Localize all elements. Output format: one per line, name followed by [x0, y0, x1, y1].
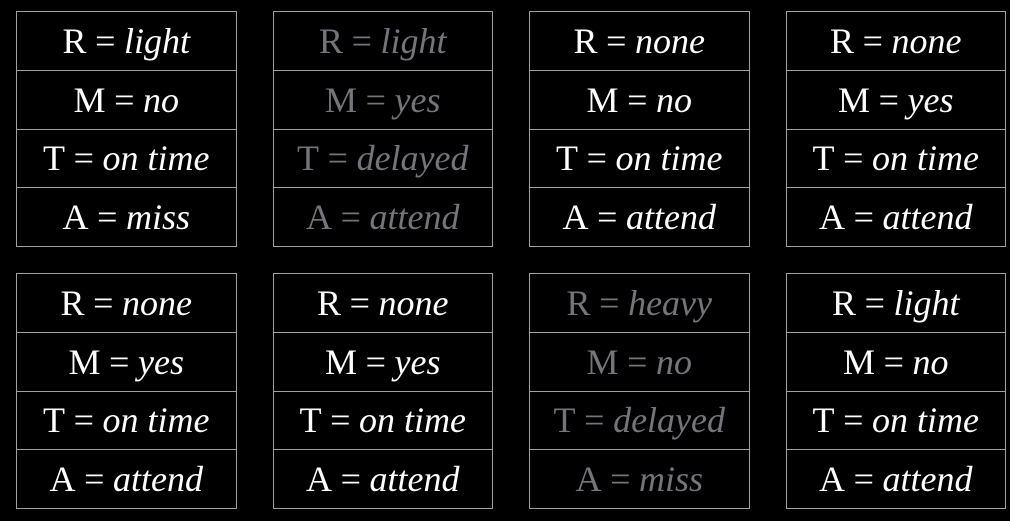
- variable-value: on time: [615, 138, 723, 179]
- variable-value: attend: [369, 459, 460, 500]
- assignment-row: [530, 130, 749, 189]
- sample-card-6: [273, 273, 494, 509]
- variable-letter: R: [566, 282, 591, 323]
- equals-sign: =: [599, 282, 620, 323]
- variable-letter: T: [297, 138, 319, 179]
- assignment-row: [274, 130, 493, 189]
- variable-letter: M: [324, 79, 357, 120]
- assignment-row: [17, 71, 236, 130]
- assignment-row: [274, 12, 493, 71]
- sample-card-3: [529, 11, 750, 247]
- equals-sign: =: [330, 400, 351, 441]
- equals-sign: =: [84, 459, 105, 500]
- variable-letter: A: [818, 197, 845, 238]
- assignment-row: [787, 450, 1006, 508]
- assignment-row: [274, 274, 493, 333]
- variable-value: attend: [882, 459, 973, 500]
- variable-value: on time: [359, 400, 467, 441]
- variable-value: delayed: [613, 400, 725, 441]
- variable-value: light: [380, 20, 447, 61]
- assignment-row: [17, 392, 236, 451]
- assignment-row: [17, 333, 236, 392]
- assignment-row: [787, 274, 1006, 333]
- equals-sign: =: [349, 282, 370, 323]
- variable-value: no: [912, 341, 949, 382]
- variable-letter: A: [49, 459, 76, 500]
- variable-letter: M: [586, 341, 619, 382]
- equals-sign: =: [114, 79, 135, 120]
- variable-value: no: [143, 79, 180, 120]
- variable-letter: R: [62, 20, 87, 61]
- assignment-row: [787, 333, 1006, 392]
- variable-value: attend: [113, 459, 204, 500]
- equals-sign: =: [843, 138, 864, 179]
- variable-letter: R: [573, 20, 598, 61]
- assignment-row: [17, 450, 236, 508]
- variable-letter: T: [299, 400, 322, 441]
- assignment-row: [17, 274, 236, 333]
- variable-value: attend: [626, 197, 717, 238]
- equals-sign: =: [610, 459, 631, 500]
- variable-letter: T: [812, 138, 835, 179]
- variable-letter: M: [73, 79, 106, 120]
- assignment-row: [17, 130, 236, 189]
- equals-sign: =: [853, 459, 874, 500]
- variable-letter: R: [316, 282, 341, 323]
- variable-letter: A: [305, 459, 332, 500]
- equals-sign: =: [862, 20, 883, 61]
- variable-letter: A: [562, 197, 589, 238]
- variable-letter: M: [324, 341, 357, 382]
- variable-value: none: [378, 282, 449, 323]
- equals-sign: =: [606, 20, 627, 61]
- equals-sign: =: [73, 400, 94, 441]
- assignment-row: [787, 392, 1006, 451]
- equals-sign: =: [73, 138, 94, 179]
- equals-sign: =: [853, 197, 874, 238]
- variable-value: light: [124, 20, 191, 61]
- equals-sign: =: [93, 282, 114, 323]
- equals-sign: =: [883, 341, 904, 382]
- equals-sign: =: [109, 341, 130, 382]
- variable-letter: R: [829, 20, 854, 61]
- variable-letter: A: [305, 197, 332, 238]
- variable-letter: A: [62, 197, 89, 238]
- variable-value: yes: [138, 341, 185, 382]
- assignment-row: [530, 392, 749, 451]
- variable-value: heavy: [628, 282, 712, 323]
- variable-letter: T: [42, 400, 65, 441]
- sample-card-7: [529, 273, 750, 509]
- variable-letter: M: [837, 79, 870, 120]
- sample-card-1: [16, 11, 237, 247]
- equals-sign: =: [340, 197, 361, 238]
- assignment-row: [274, 392, 493, 451]
- variable-value: none: [891, 20, 962, 61]
- assignment-row: [787, 130, 1006, 189]
- variable-letter: R: [60, 282, 85, 323]
- assignment-row: [274, 71, 493, 130]
- sample-card-5: [16, 273, 237, 509]
- variable-value: on time: [102, 138, 210, 179]
- equals-sign: =: [365, 341, 386, 382]
- variable-letter: T: [42, 138, 65, 179]
- assignment-row: [787, 12, 1006, 71]
- variable-letter: T: [555, 138, 578, 179]
- equals-sign: =: [586, 138, 607, 179]
- equals-sign: =: [843, 400, 864, 441]
- assignment-row: [274, 188, 493, 246]
- variable-value: on time: [872, 400, 980, 441]
- variable-letter: R: [318, 20, 343, 61]
- variable-value: no: [656, 341, 693, 382]
- variable-letter: A: [575, 459, 602, 500]
- variable-value: miss: [639, 459, 704, 500]
- variable-value: attend: [882, 197, 973, 238]
- sample-card-2: [273, 11, 494, 247]
- variable-value: attend: [369, 197, 460, 238]
- assignment-row: [530, 12, 749, 71]
- variable-letter: M: [586, 79, 619, 120]
- equals-sign: =: [351, 20, 372, 61]
- assignment-row: [530, 188, 749, 246]
- variable-letter: M: [842, 341, 875, 382]
- variable-letter: T: [553, 400, 576, 441]
- variable-value: delayed: [356, 138, 469, 179]
- variable-letter: R: [831, 282, 856, 323]
- variable-value: none: [122, 282, 193, 323]
- assignment-row: [17, 12, 236, 71]
- variable-letter: A: [818, 459, 845, 500]
- assignment-row: [787, 188, 1006, 246]
- variable-letter: T: [812, 400, 835, 441]
- equals-sign: =: [627, 341, 648, 382]
- assignment-row: [274, 333, 493, 392]
- assignment-row: [274, 450, 493, 508]
- assignment-row: [17, 188, 236, 246]
- equals-sign: =: [864, 282, 885, 323]
- variable-value: yes: [394, 79, 441, 120]
- assignment-row: [530, 450, 749, 508]
- equals-sign: =: [584, 400, 605, 441]
- variable-value: on time: [102, 400, 210, 441]
- equals-sign: =: [340, 459, 361, 500]
- variable-letter: M: [68, 341, 101, 382]
- equals-sign: =: [327, 138, 348, 179]
- equals-sign: =: [97, 197, 118, 238]
- variable-value: no: [656, 79, 693, 120]
- equals-sign: =: [878, 79, 899, 120]
- equals-sign: =: [597, 197, 618, 238]
- variable-value: on time: [872, 138, 980, 179]
- assignment-row: [787, 71, 1006, 130]
- assignment-row: [530, 71, 749, 130]
- sample-card-4: [786, 11, 1007, 247]
- assignment-row: [530, 274, 749, 333]
- equals-sign: =: [627, 79, 648, 120]
- equals-sign: =: [95, 20, 116, 61]
- variable-value: yes: [394, 341, 441, 382]
- equals-sign: =: [365, 79, 386, 120]
- assignment-row: [530, 333, 749, 392]
- variable-value: yes: [907, 79, 954, 120]
- sample-card-8: [786, 273, 1007, 509]
- variable-value: miss: [126, 197, 191, 238]
- variable-value: light: [893, 282, 960, 323]
- variable-value: none: [635, 20, 706, 61]
